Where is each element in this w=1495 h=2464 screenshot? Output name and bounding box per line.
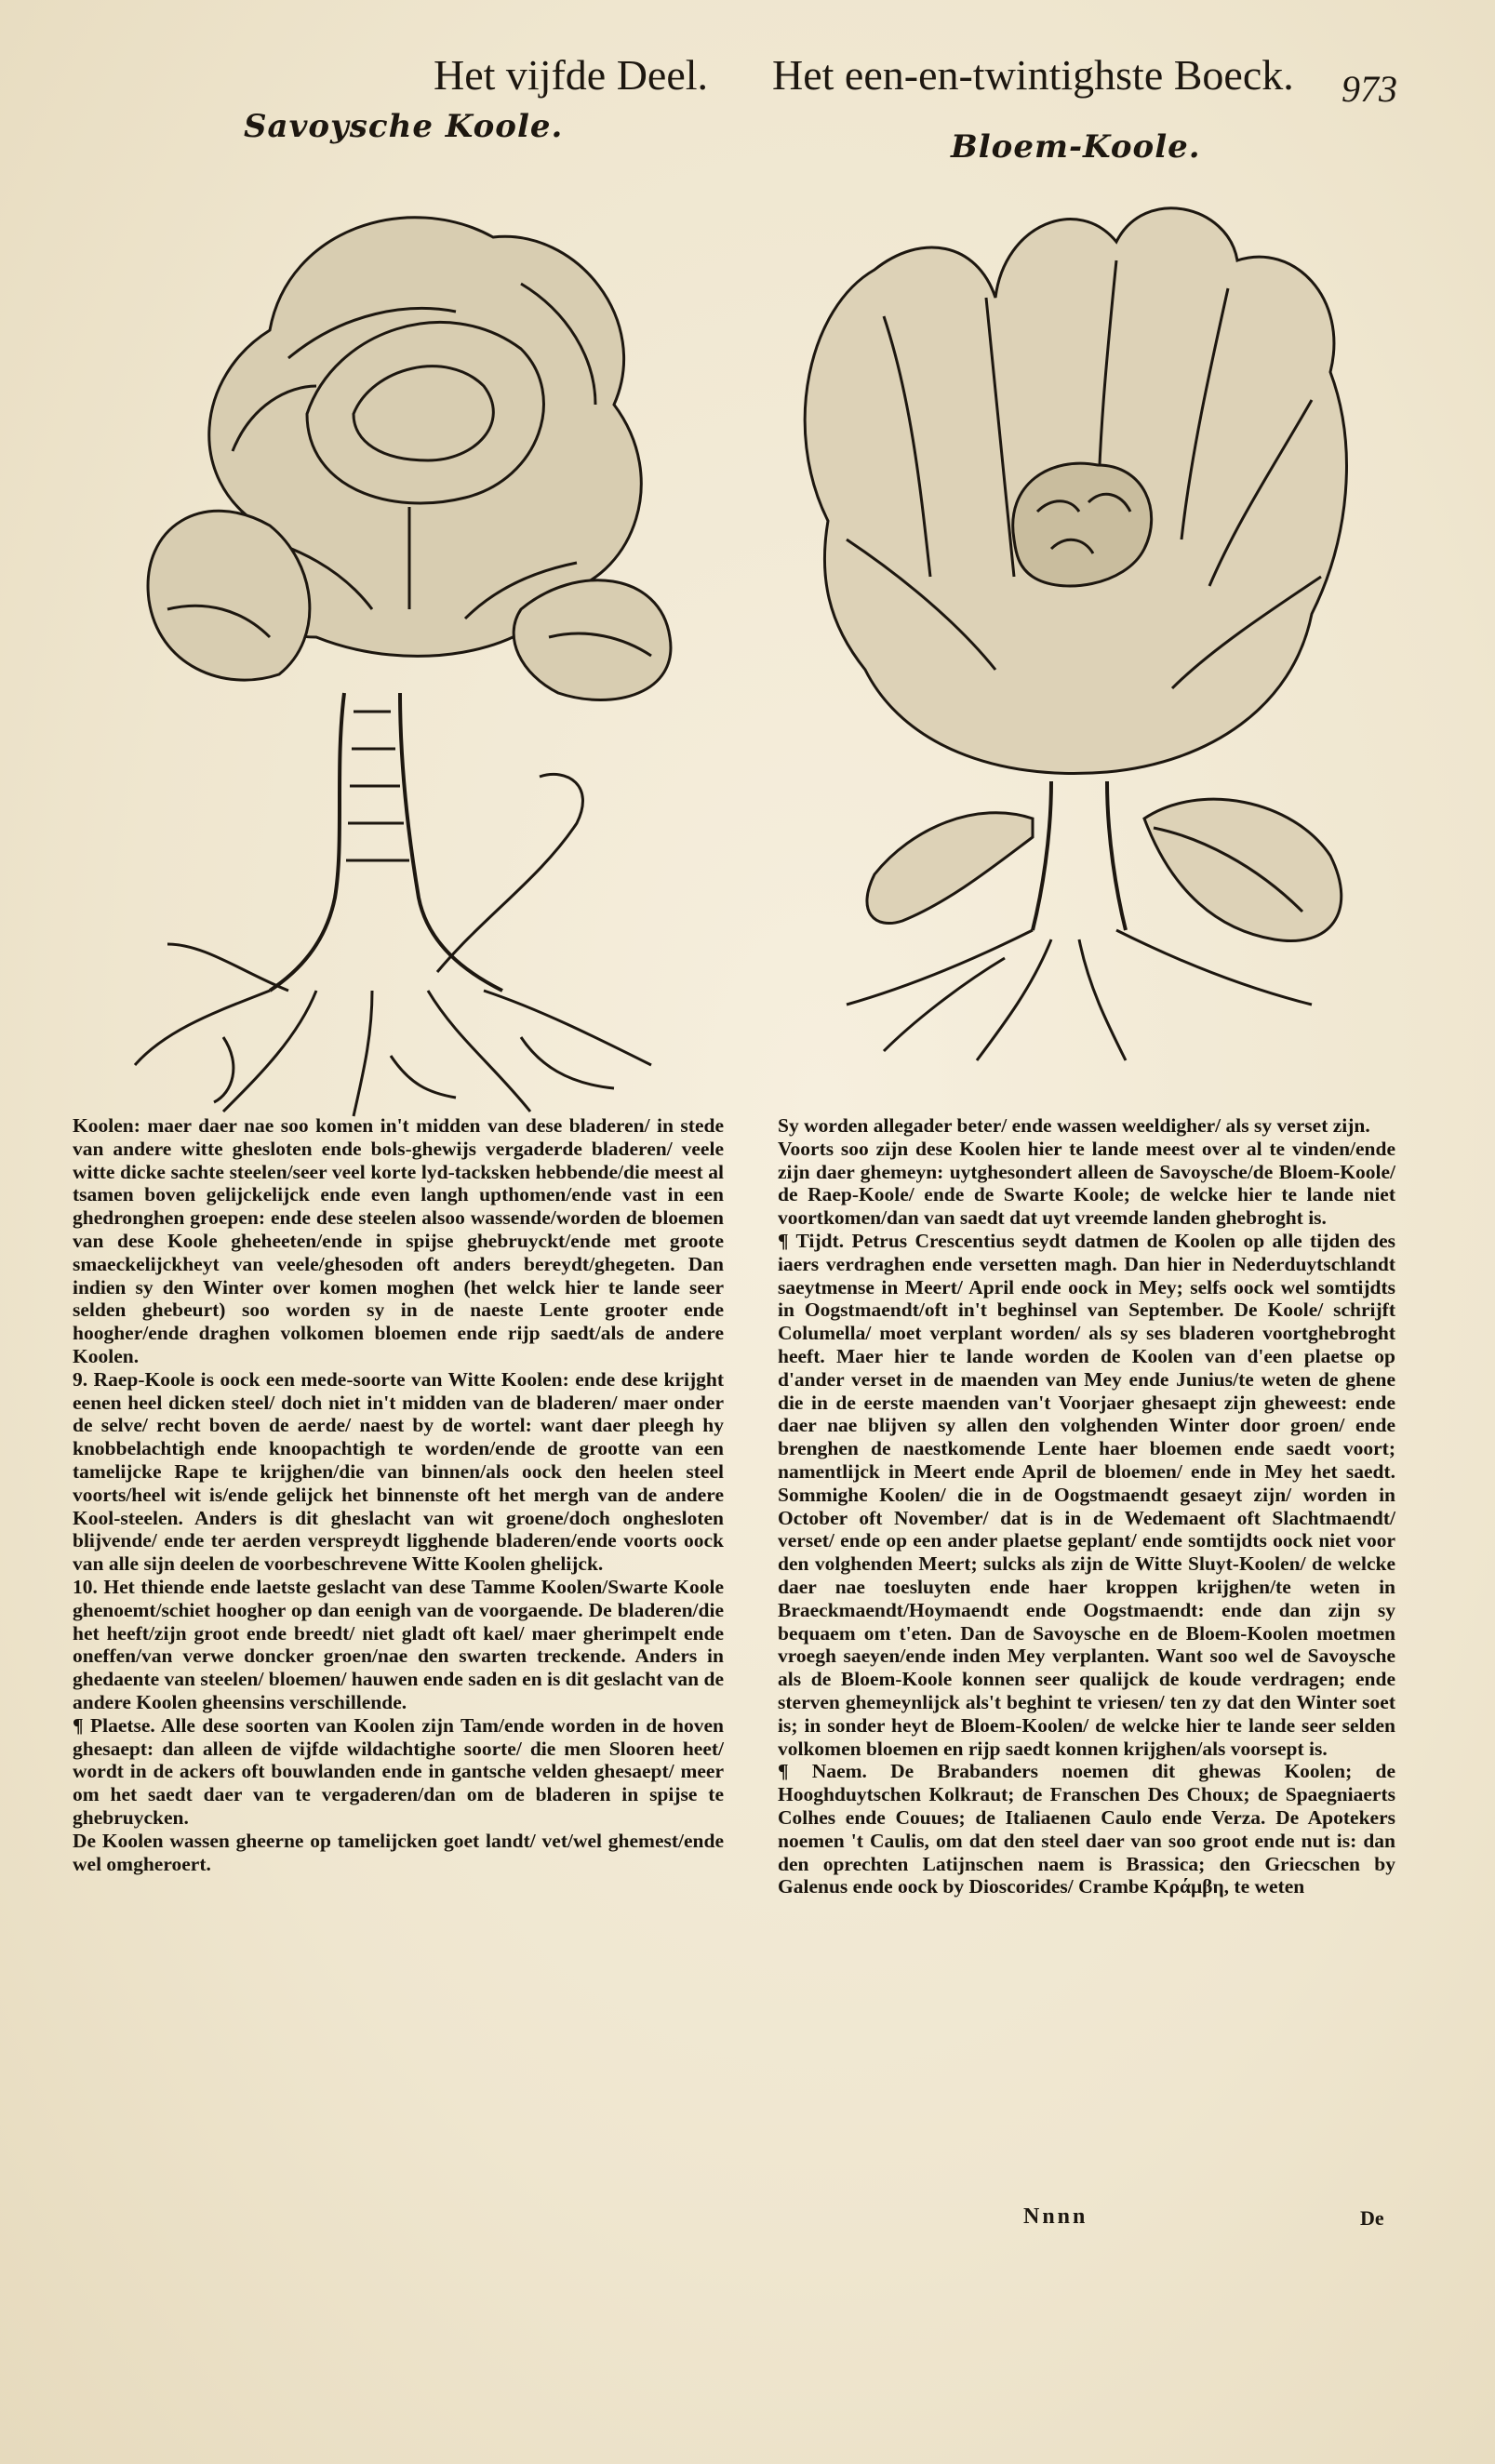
cauliflower-woodcut bbox=[772, 186, 1368, 1116]
savoy-cabbage-woodcut bbox=[130, 172, 688, 1121]
signature-mark: Nnnn bbox=[1023, 2204, 1088, 2229]
catchword: De bbox=[1360, 2206, 1384, 2230]
figure-caption-savoy: Savoysche Koole. bbox=[244, 108, 564, 145]
text-column-left bbox=[73, 1114, 724, 1875]
running-head-left: Het vijfde Deel. bbox=[434, 51, 709, 99]
left-column-text: Koolen: maer daer nae soo komen in't midden van dese bladeren/ in stede van andere witte ghesloten ende bols-ghewijs vergaderde bladeren/ veele witte dicke sachte steelen/seer veel korte lyd-tacksken hebbende/die meest al tsamen boven gelijckelijck ende even langh upthomen/ende vast in een ghedronghen groepen: ende dese steelen alsoo wassende/worden de bloemen van dese Koole gheheeten/ende in spijse ghebruyckt/ende met groote smaeckelijckheyt van veele/ghesoden oft anders bereydt/ghegeten. Dan indien sy den Winter over komen moghen (het welck hier te lande seer selden ghebeurt) soo worden sy in de naeste Lente grooter ende hoogher/ende draghen volkomen bloemen ende rijp saedt/als de andere Koolen. 9. Raep-Koole is oock een mede-soorte van Witte Koolen: ende dese krijght eenen heel dicken steel/ doch niet in't midden van de bladeren/ maer onder de selve/ recht boven de aerde/ naest by de wortel: want daer pleegh hy knobbelachtigh ende knoopachtigh te worden/ende de grootte van een tamelijcke Rape te krijghen/die van binnen/als oock den heelen steel voorts/heel wit is/ende gelijck het binnenste oft het mergh van de andere Kool-steelen. Anders is dit gheslacht van wit groene/doch onghesloten blijvende/ ende ter aerden verspreydt ligghende bladeren/ende voorts oock van alle sijn deelen de voorbeschrevene Witte Koolen ghelijck. 10. Het thiende ende laetste geslacht van dese Tamme Koolen/Swarte Koole ghenoemt/schiet hoogher op dan eenigh van de voorgaende. De bladeren/die het heeft/zijn groot ende breedt/ niet gladt oft kael/ maer gherimpelt ende oneffen/van verwe doncker groen/nae den swarten treckende. Anders in ghedaente van steelen/ bloemen/ hauwen ende saden en is dit geslacht van de andere Koolen gheensins verschillende. ¶ Plaetse. Alle dese soorten van Koolen zijn Tam/ende worden in de hoven ghesaept: dan alleen de vijfde wildachtighe soorte/ die men Slooren heet/ wordt in de ackers oft bouwlanden ende in gantsche velden ghesaept/ meer om het saedt daer van te vergaderen/dan om de bladeren in spijse te ghebruycken. De Koolen wassen gheerne op tamelijcken goet landt/ vet/wel ghemest/ende wel omgheroert. bbox=[73, 1114, 724, 1875]
figure-caption-cauliflower: Bloem-Koole. bbox=[951, 128, 1201, 166]
right-column-text: Sy worden allegader beter/ ende wassen weeldigher/ als sy verset zijn. Voorts soo zijn dese Koolen hier te lande meest over al te vinden/ende zijn daer ghemeyn: uytghesondert alleen de Savoysche/de Bloem-Koole/ de Raep-Koole/ ende de Swarte Koole; de welcke hier te lande niet voortkomen/dan van saedt dat uyt vreemde landen ghebroght is. ¶ Tijdt. Petrus Crescentius seydt datmen de Koolen op alle tijden des iaers verdraghen ende versetten magh. Dan hier in Nederduytschlandt saeytmense in Meert/ April ende oock in Mey; selfs oock wel somtijdts in Oogstmaendt/oft in't beghinsel van September. De Koole/ schrijft Columella/ moet verplant worden/ als sy ses bladeren voortghebroght heeft. Maer hier te lande worden de Koolen van d'een plaetse op d'ander verset in de maenden van Mey ende Junius/te weten de ghene die in de eerste maenden van't Voorjaer ghesaept zijn gheweest: ende daer nae blijven sy allen den volghenden Winter door groen/ ende brenghen de naestkomende Lente haer bloemen ende saedt voort; namentlijck in Meert ende April de bloemen/ ende in Mey het saedt. Sommighe Koolen/ die in de Oogstmaendt gesaeyt zijn/ worden in October oft November/ dat is in de Wedemaent oft Slachtmaendt/ verset/ ende op een ander plaetse geplant/ ende somtijdts oock niet voor den volghenden Meert; sulcks als zijn de Witte Sluyt-Koolen/ de welcke daer nae toesluyten ende haer kroppen krijghen/te weten in Braeckmaendt/Hoymaendt ende Oogstmaendt: ende dan zijn sy bequaem om t'eten. Dan de Savoysche en de Bloem-Koolen moetmen vroegh saeyen/ende inden Mey verplanten. Want soo wel de Savoysche als de Bloem-Koole konnen seer qualijck de koude verdragen; ende sterven ghemeynlijck als't beghint te vriesen/ ten zy dat den Winter soet is; in sonder heyt de Bloem-Koolen/ de welcke hier te lande seer selden volkomen bloemen en rijp saedt konnen krijghen/als voorsept is. ¶ Naem. De Brabanders noemen dit ghewas Koolen; de Hooghduytschen Kolkraut; de Franschen Des Choux; de Spaegniaerts Colhes ende Couues; de Italiaenen Caulo ende Verza. De Apotekers noemen 't Caulis, om dat den steel daer van soo groot ende nut is: dan den oprechten Latijnschen naem is Brassica; den Griecschen by Galenus ende oock by Dioscorides/ Crambe Κράμβη, te weten bbox=[778, 1114, 1395, 1898]
page-number: 973 bbox=[1341, 68, 1397, 110]
running-head-right: Het een-en-twintighste Boeck. bbox=[772, 51, 1294, 99]
text-column-right bbox=[778, 1114, 1395, 1898]
